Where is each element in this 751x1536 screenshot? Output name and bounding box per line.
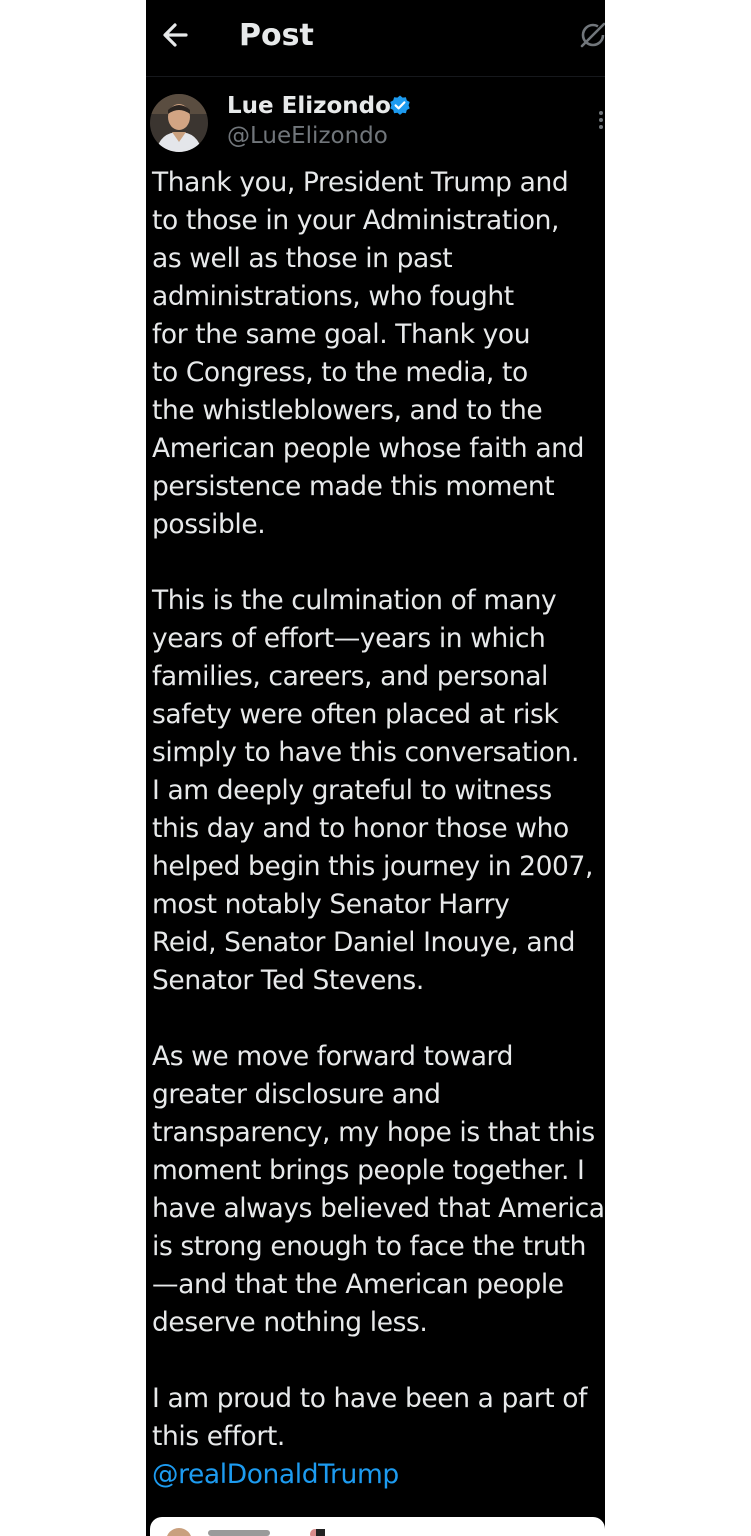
post-text-line: as well as those in past xyxy=(152,243,453,274)
mention-link[interactable]: @realDonaldTrump xyxy=(152,1459,399,1490)
post-text-line: Thank you, President Trump and xyxy=(152,167,569,198)
post-text-line: deserve nothing less. xyxy=(152,1307,428,1338)
post-text-line: years of effort—years in which xyxy=(152,623,546,654)
post-text-line: is strong enough to face the truth xyxy=(152,1231,586,1262)
post-text-line: Senator Ted Stevens. xyxy=(152,965,424,996)
post-text-line: possible. xyxy=(152,509,266,540)
more-options-icon[interactable] xyxy=(596,108,605,132)
post-text-line: have always believed that America xyxy=(152,1193,605,1224)
paragraph-gap xyxy=(152,544,605,582)
post-text-line: most notably Senator Harry xyxy=(152,889,510,920)
post-text-line: simply to have this conversation. xyxy=(152,737,580,768)
quoted-post-author-placeholder xyxy=(208,1530,270,1536)
top-app-bar xyxy=(146,0,605,77)
post-author xyxy=(150,92,605,156)
quoted-post-affiliate-icon xyxy=(316,1529,325,1536)
post-text-line: This is the culmination of many xyxy=(152,585,557,616)
author-handle[interactable]: @LueElizondo xyxy=(227,123,388,149)
post-text-line: —and that the American people xyxy=(152,1269,564,1300)
post-text-line: the whistleblowers, and to the xyxy=(152,395,543,426)
page-title: Post xyxy=(239,18,314,53)
post-screen xyxy=(146,0,605,1536)
avatar[interactable] xyxy=(150,94,208,152)
paragraph-gap xyxy=(152,1000,605,1038)
post-text-line: to Congress, to the media, to xyxy=(152,357,528,388)
post-text-line: moment brings people together. I xyxy=(152,1155,585,1186)
post-text-line: this effort. xyxy=(152,1421,285,1452)
post-text-line: administrations, who fought xyxy=(152,281,514,312)
post-text xyxy=(152,164,605,1494)
post-text-line: for the same goal. Thank you xyxy=(152,319,531,350)
post-text-line: I am proud to have been a part of xyxy=(152,1383,587,1414)
refresh-icon[interactable] xyxy=(578,20,605,50)
post-text-line: transparency, my hope is that this xyxy=(152,1117,595,1148)
post-text-line: this day and to honor those who xyxy=(152,813,569,844)
paragraph-gap xyxy=(152,1342,605,1380)
post-text-line: helped begin this journey in 2007, xyxy=(152,851,593,882)
post-text-line: safety were often placed at risk xyxy=(152,699,559,730)
post-text-line: to those in your Administration, xyxy=(152,205,560,236)
post-text-line: As we move forward toward xyxy=(152,1041,513,1072)
post-text-line: I am deeply grateful to witness xyxy=(152,775,552,806)
back-button[interactable] xyxy=(158,18,192,52)
post-text-line: persistence made this moment xyxy=(152,471,555,502)
quoted-post-card[interactable] xyxy=(150,1517,605,1536)
post-text-line: American people whose faith and xyxy=(152,433,584,464)
author-display-name[interactable]: Lue Elizondo xyxy=(227,93,391,119)
post-text-line: greater disclosure and xyxy=(152,1079,441,1110)
quoted-post-avatar xyxy=(166,1528,192,1536)
verified-badge-icon xyxy=(388,94,412,118)
arrow-left-icon xyxy=(158,18,192,52)
post-text-line: Reid, Senator Daniel Inouye, and xyxy=(152,927,576,958)
post-text-line: families, careers, and personal xyxy=(152,661,549,692)
